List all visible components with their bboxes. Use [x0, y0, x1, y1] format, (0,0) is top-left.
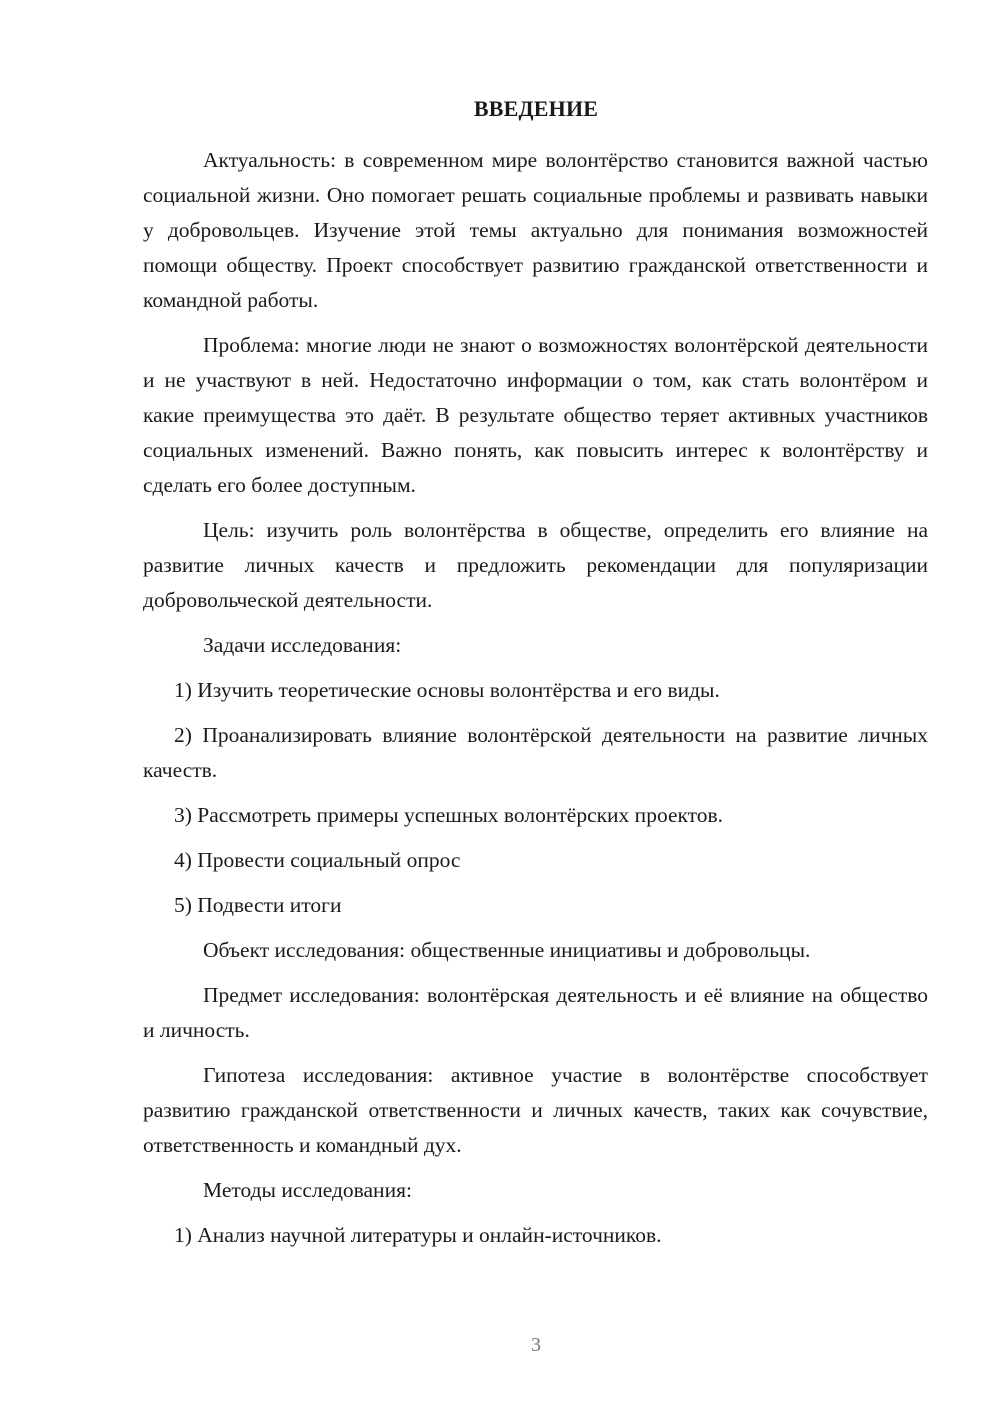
relevance-paragraph: Актуальность: в современном мире волонтёрство становится важной частью социальной жизни. Оно помогает решать социальные проблемы и развивать навыки у добровольцев. Изучение этой темы актуально для понимания возможностей помощи обществу. Проект способствует развитию гражданской ответственности и командной работы. [143, 148, 928, 312]
methods-heading: Методы исследования: [203, 1178, 412, 1202]
object-paragraph: Объект исследования: общественные инициативы и добровольцы. [203, 938, 811, 962]
task-item-3: 3) Рассмотреть примеры успешных волонтёрских проектов. [174, 803, 724, 827]
goal-paragraph: Цель: изучить роль волонтёрства в обществе, определить его влияние на развитие личных качеств и предложить рекомендации для популяризации добровольческой деятельности. [143, 518, 928, 612]
method-item-1: 1) Анализ научной литературы и онлайн-источников. [174, 1223, 662, 1247]
task-item-4: 4) Провести социальный опрос [174, 848, 461, 872]
page-number: 3 [531, 1334, 541, 1356]
hypothesis-paragraph: Гипотеза исследования: активное участие в волонтёрстве способствует развитию гражданской ответственности и личных качеств, таких как сочувствие, ответственность и командный дух. [143, 1063, 928, 1157]
task-item-2: 2) Проанализировать влияние волонтёрской деятельности на развитие личных качеств. [143, 723, 928, 782]
document-body [143, 143, 928, 1263]
section-title: ВВЕДЕНИЕ [473, 96, 599, 121]
problem-paragraph: Проблема: многие люди не знают о возможностях волонтёрской деятельности и не участвуют в ней. Недостаточно информации о том, как стать волонтёром и какие преимущества это даёт. В результате общество теряет активных участников социальных изменений. Важно понять, как повысить интерес к волонтёрству и сделать его более доступным. [143, 333, 928, 497]
task-item-1: 1) Изучить теоретические основы волонтёрства и его виды. [174, 678, 720, 702]
subject-paragraph: Предмет исследования: волонтёрская деятельность и её влияние на общество и личность. [143, 983, 928, 1042]
task-item-5: 5) Подвести итоги [174, 893, 342, 917]
tasks-heading: Задачи исследования: [203, 633, 402, 657]
